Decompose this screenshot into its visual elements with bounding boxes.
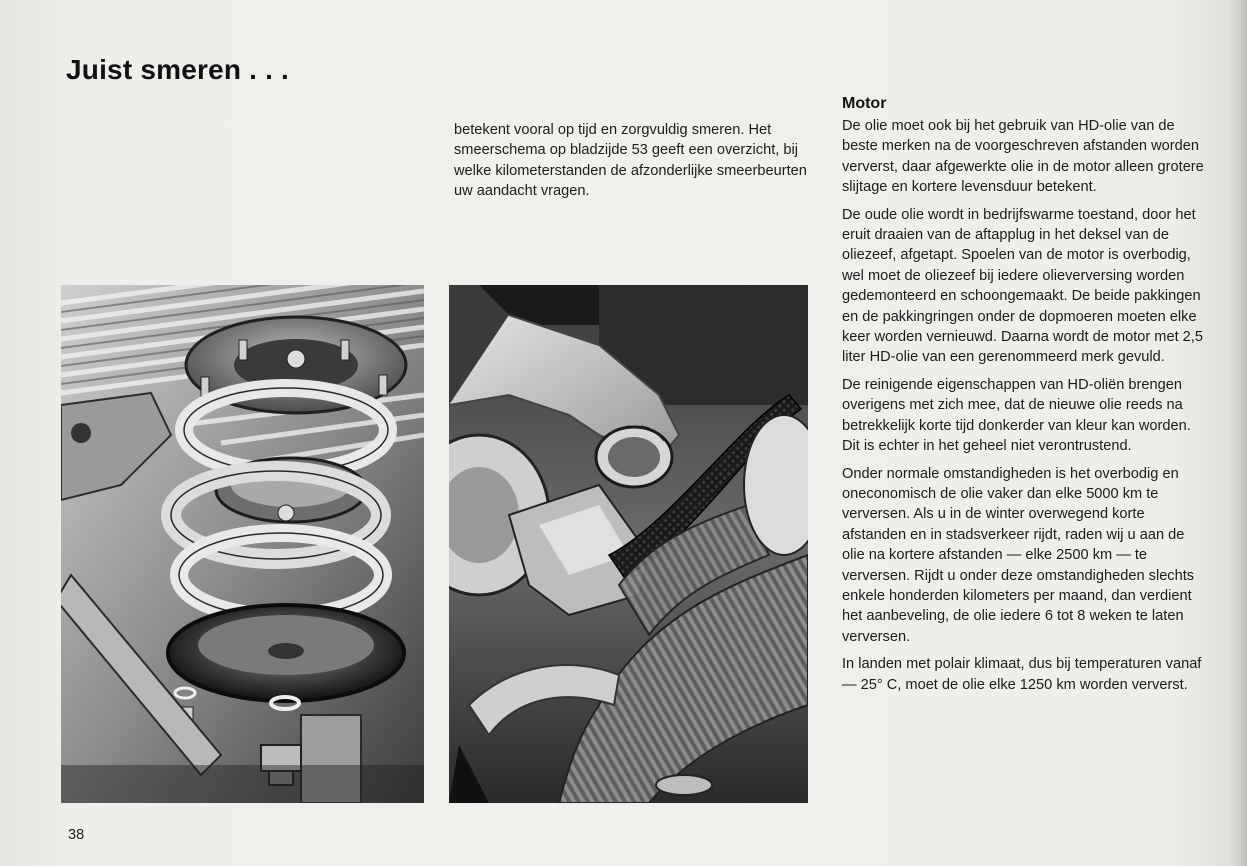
motor-paragraph-1: De olie moet ook bij het gebruik van HD-olie van de beste merken na de voorgeschreven afstanden worden ververst, daar afgewerkte olie in de motor alleen grotere slijtage en kortere levensduur betekent. [842,118,1204,196]
motor-heading: Motor [842,95,887,112]
motor-paragraph-4: Onder normale omstandigheden is het overbodig en oneconomisch de olie vaker dan elke 5000 km te verversen. Als u in de winter overwegend korte afstanden en in stadsverkeer rijdt, raden wij u aan de olie na kortere afstanden — elke 2500 km — te verversen. Rijdt u onder deze omstandigheden slechts enkele honderden kilometers per maand, dan verdient het aanbeveling, de olie iedere 6 tot 8 weken te laten verversen. [842,465,1195,645]
oil-strainer-illustration [61,285,424,803]
oil-filler-photo [449,285,808,803]
page-title: Juist smeren . . . [66,54,290,85]
motor-paragraph-3: De reinigende eigenschappen van HD-oliën brengen overigens met zich mee, dat de nieuwe olie reeds na betrekkelijk korte tijd donkerder van kleur kan worden. Dit is echter in het geheel niet verontrustend. [842,376,1191,455]
oil-filler-illustration [449,285,808,803]
motor-section [842,94,1204,702]
book-spine-shadow [1229,0,1247,866]
motor-paragraph-5: In landen met polair klimaat, dus bij temperaturen vanaf — 25° C, moet de olie elke 1250 km worden ververst. [842,656,1202,693]
oil-strainer-exploded-photo [61,285,424,803]
intro-text-block [454,120,816,202]
motor-paragraph-2: De oude olie wordt in bedrijfswarme toestand, door het eruit draaien van de aftapplug in het deksel van de oliezeef, afgetapt. Spoelen van de motor is overbodig, wel moet de oliezeef bij iedere olieverversing worden gedemonteerd en schoongemaakt. De beide pakkingen en de pakkingringen onder de dopmoeren moeten elke keer worden vernieuwd. Daarna wordt de motor met 2,5 liter HD-olie van een gerenommeerd merk gevuld. [842,206,1203,366]
page-number: 38 [68,827,85,843]
intro-paragraph: betekent vooral op tijd en zorgvuldig smeren. Het smeerschema op bladzijde 53 geeft een overzicht, bij welke kilometerstanden de afzonderlijke smeerbeurten uw aandacht vragen. [454,122,807,200]
